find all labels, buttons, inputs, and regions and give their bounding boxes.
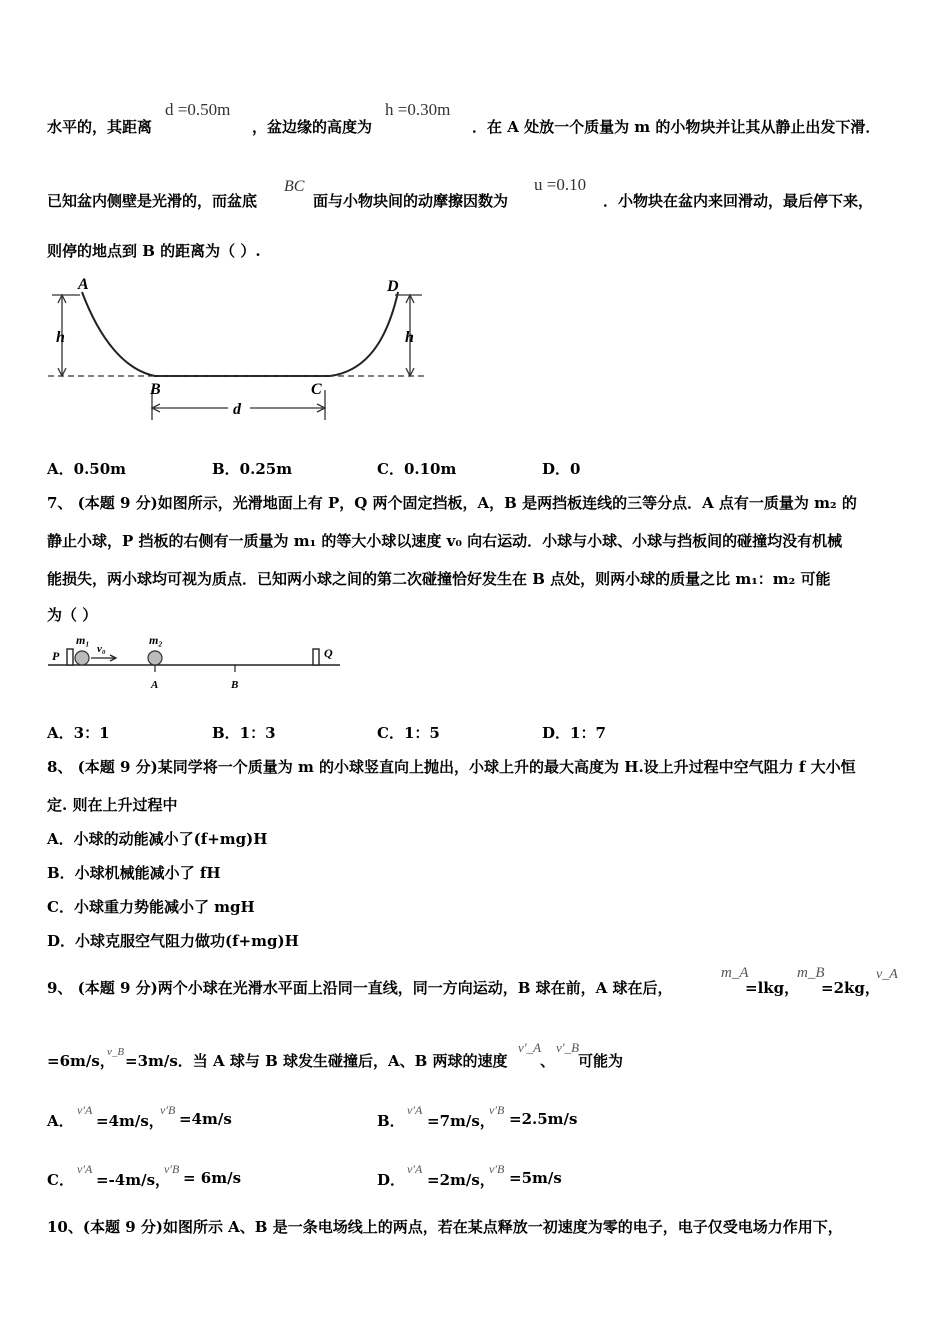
label-m1: m₁ (76, 633, 90, 647)
q7-option-a[interactable]: A．3：1 (47, 724, 110, 742)
label-D: D (387, 278, 399, 295)
q9-line2-sep: 、 (540, 1052, 556, 1070)
label-B: B (150, 381, 161, 398)
label-m2: m₂ (149, 633, 163, 647)
q6-line1-b: ，盆边缘的高度为 (252, 118, 373, 136)
label-B: B (231, 679, 239, 691)
q9-formula-vB: v_B (107, 1046, 125, 1058)
q6-formula-h: h =0.30m (385, 100, 451, 119)
q7-line4: 为（ ） (47, 606, 98, 624)
q9-line1-a: 9、 (本题 9 分)两个小球在光滑水平面上沿同一直线，同一方向运动，B 球在前，A 球在后， (47, 979, 673, 997)
q9-line2-a: =6m/s， (47, 1052, 115, 1070)
q6-line3: 则停的地点到 B 的距离为（ ）. (47, 242, 261, 260)
q6-formula-mu: u =0.10 (534, 175, 587, 194)
q6-option-a[interactable]: A．0.50m (47, 460, 127, 478)
q9-option-d-value2: =5m/s (509, 1169, 562, 1187)
q9-formula-vB2: v′_B (556, 1040, 580, 1055)
q9-line2-b: =3m/s．当 A 球与 B 球发生碰撞后，A、B 两球的速度 (125, 1052, 508, 1070)
vB-prime-symbol: v′B (489, 1103, 505, 1117)
label-h-right: h (405, 329, 414, 346)
q8-line1: 8、 (本题 9 分)某同学将一个质量为 m 的小球竖直向上抛出，小球上升的最大高度为 H.设上升过程中空气阻力 f 大小恒 (47, 758, 856, 776)
bowl-curve (82, 292, 398, 376)
label-C: C (311, 381, 322, 398)
q6-option-b[interactable]: B．0.25m (212, 460, 293, 478)
vA-prime-symbol: v′A (77, 1162, 93, 1176)
q9-option-b-value1: =7m/s， (427, 1112, 495, 1130)
q6-bowl-figure (40, 270, 440, 435)
vB-prime-symbol: v′B (489, 1162, 505, 1176)
q6-formula-d: d =0.50m (165, 100, 231, 119)
label-h-left: h (56, 329, 65, 346)
q9-option-c-label: C． (47, 1171, 74, 1189)
q7-line1: 7、 (本题 9 分)如图所示，光滑地面上有 P，Q 两个固定挡板，A，B 是两挡板连线的三等分点．A 点有一质量为 m₂ 的 (47, 494, 857, 512)
q8-option-c[interactable]: C．小球重力势能减小了 mgH (47, 898, 255, 916)
q9-formula-mB: m_B (797, 965, 825, 981)
q8-option-a[interactable]: A．小球的动能减小了(f+mg)H (47, 830, 268, 848)
q9-formula-vA2: v′_A (518, 1040, 542, 1055)
label-A: A (151, 679, 159, 691)
q8-line2: 定. 则在上升过程中 (47, 796, 178, 814)
q9-formula-mA: m_A (721, 965, 749, 981)
q7-option-d[interactable]: D．1：7 (542, 724, 606, 742)
q9-option-b-value2: =2.5m/s (509, 1110, 578, 1128)
q9-line1-b: =lkg， (745, 979, 800, 997)
q9-option-c-value1: =-4m/s， (96, 1171, 171, 1189)
label-A: A (78, 276, 89, 293)
q9-line1-c: =2kg， (821, 979, 880, 997)
q7-option-b[interactable]: B．1：3 (212, 724, 276, 742)
q7-line2: 静止小球，P 挡板的右侧有一质量为 m₁ 的等大小球以速度 v₀ 向右运动．小球与小球、小球与挡板间的碰撞均没有机械 (47, 532, 843, 550)
ball-m2 (148, 651, 162, 665)
q9-option-c-value2: = 6m/s (183, 1169, 242, 1187)
q10-line1: 10、(本题 9 分)如图所示 A、B 是一条电场线上的两点，若在某点释放一初速度为零的电子，电子仅受电场力作用下， (47, 1218, 843, 1236)
q6-line1-a: 水平的，其距离 (47, 118, 153, 136)
label-P: P (52, 649, 60, 663)
q7-option-c[interactable]: C．1：5 (377, 724, 440, 742)
label-v0: v₀ (97, 643, 106, 655)
ball-m1 (75, 651, 89, 665)
label-Q: Q (324, 646, 333, 660)
q6-line2-c: ．小物块在盆内来回滑动，最后停下来， (603, 192, 874, 210)
label-d: d (233, 401, 241, 418)
vA-prime-symbol: v′A (407, 1103, 423, 1117)
vA-prime-symbol: v′A (77, 1103, 93, 1117)
q6-option-c[interactable]: C．0.10m (377, 460, 457, 478)
vB-prime-symbol: v′B (160, 1103, 176, 1117)
vB-prime-symbol: v′B (164, 1162, 180, 1176)
q9-formula-vA: v_A (876, 967, 898, 982)
q9-option-a-label: A． (47, 1112, 74, 1130)
q6-line2-a: 已知盆内侧壁是光滑的，而盆底 (47, 192, 258, 210)
vA-prime-symbol: v′A (407, 1162, 423, 1176)
q7-line3: 能损失，两小球均可视为质点．已知两小球之间的第二次碰撞恰好发生在 B 点处，则两小球的质量之比 m₁：m₂ 可能 (47, 570, 831, 588)
q6-line2-b: 面与小物块间的动摩擦因数为 (313, 192, 509, 210)
q7-track-figure (45, 630, 345, 692)
q9-option-b-label: B． (377, 1112, 405, 1130)
q9-option-d-label: D． (377, 1171, 406, 1189)
q9-option-d-value1: =2m/s， (427, 1171, 495, 1189)
q9-line2-c: 可能为 (578, 1052, 624, 1070)
q9-option-a-value1: =4m/s， (96, 1112, 164, 1130)
q6-option-d[interactable]: D．0 (542, 460, 581, 478)
q9-option-a-value2: =4m/s (179, 1110, 232, 1128)
q8-option-d[interactable]: D．小球克服空气阻力做功(f+mg)H (47, 932, 299, 950)
barrier-P (67, 649, 73, 665)
barrier-Q (313, 649, 319, 665)
q6-line1-c: ．在 A 处放一个质量为 m 的小物块并让其从静止出发下滑． (472, 118, 881, 136)
q6-formula-bc: BC (284, 178, 305, 195)
q8-option-b[interactable]: B．小球机械能减小了 fH (47, 864, 221, 882)
